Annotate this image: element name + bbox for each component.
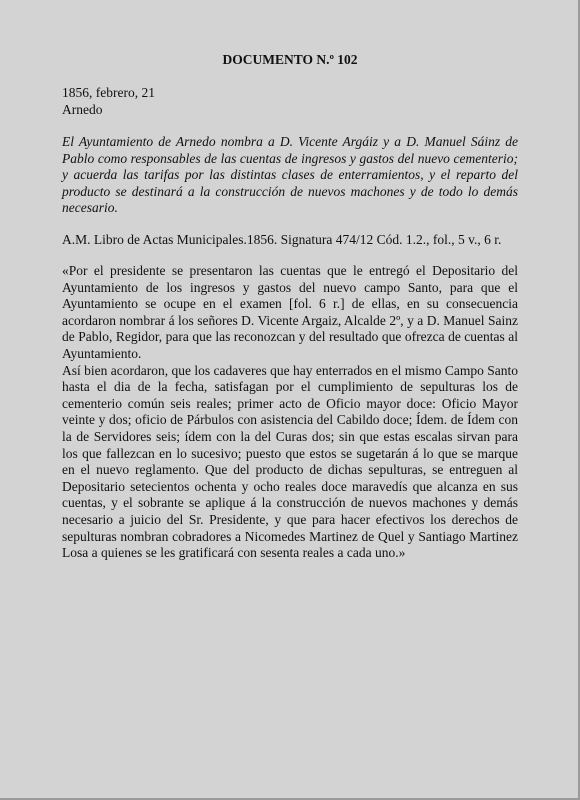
document-summary: El Ayuntamiento de Arnedo nombra a D. Vicente Argáiz y a D. Manuel Sáinz de Pablo como responsables de las cuentas de ingresos y gastos del nuevo cementerio; y acuerda las tarifas por las distintas clases de enterramientos, y el reparto del producto se destinará a la construcción de nuevos machones y de todo lo demás necesario. [62,134,518,215]
document-header [62,85,518,118]
document-body [62,263,518,562]
document-source: A.M. Libro de Actas Municipales.1856. Signatura 474/12 Cód. 1.2., fol., 5 v., 6 r. [62,231,502,247]
document-place: Arnedo [62,101,103,117]
document-date: 1856, febrero, 21 [62,85,155,100]
body-paragraph: «Por el presidente se presentaron las cuentas que le entregó el Depositario del Ayuntamiento de los ingresos y gastos del nuevo campo Santo, para que el Ayuntamiento se ocupe en el examen [fol. 6 r.] de ellas, en su consecuencia acordaron nombrar á los señores D. Vicente Argaiz, Alcalde 2º, y a D. Manuel Sainz de Pablo, Regidor, para que las reconozcan y del resultado que ofrezca de cuentas al Ayuntamiento. [62,263,518,361]
document-title: DOCUMENTO N.º 102 [222,52,358,67]
document-content [62,52,518,562]
body-paragraph: Así bien acordaron, que los cadaveres que hay enterrados en el mismo Campo Santo hasta el dia de la fecha, satisfagan por el cumplimiento de sepulturas los de cementerio común seis reales; primer acto de Oficio mayor doce: Oficio Mayor veinte y dos; oficio de Párbulos con asistencia del Cabildo doce; Ídem. de Ídem con la de Servidores seis; ídem con la del Curas dos; sin que estas escalas sirvan para los que fallezcan en lo sucesivo; puesto que estos se sugetarán á lo que se marque en el nuevo reglamento. Que del producto de dichas sepulturas, se entreguen al Depositario setecientos ochenta y ocho reales doce maravedís que alcanza en sus cuentas, y el sobrante se aplique á la construcción de nuevos machones y demás necesario a juicio del Sr. Presidente, y que para hacer efectivos los derechos de sepulturas nombran cobradores a Nicomedes Martinez de Quel y Santiago Martinez Losa a quienes se les gratificará con sesenta reales a cada uno.» [62,362,518,561]
